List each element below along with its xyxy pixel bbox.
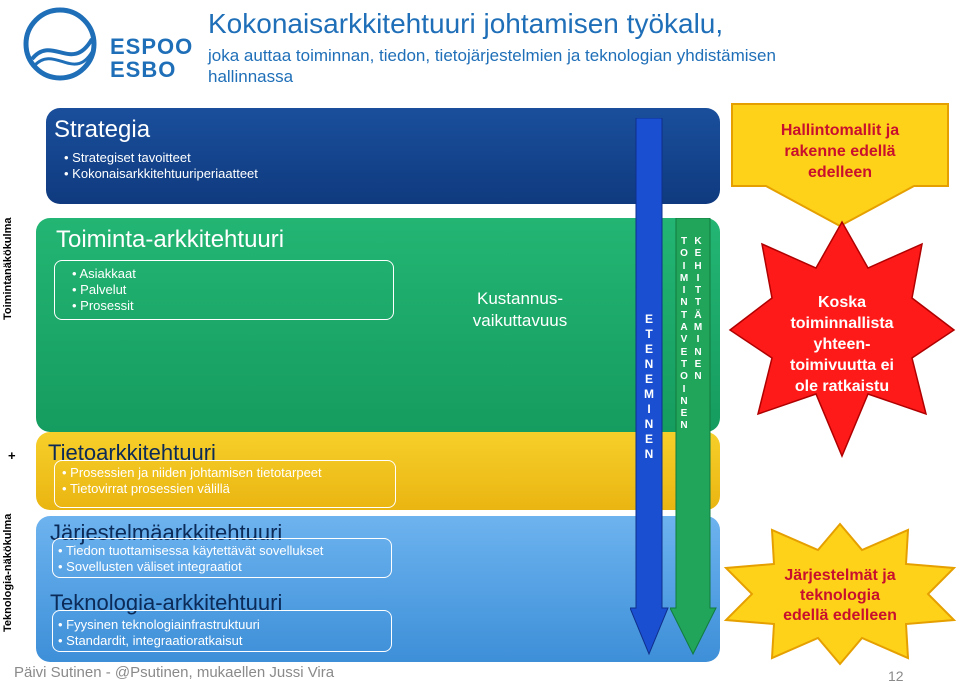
strategy-list — [64, 150, 258, 182]
star-line-2: toiminnallista — [790, 315, 894, 332]
list-item: • Prosessit — [72, 298, 136, 314]
governance-line-1: Hallintomallit ja — [780, 122, 900, 139]
arrow-letter: I — [682, 260, 686, 272]
cost-line-2: vaikuttavuus — [472, 311, 568, 330]
systems-title: Järjestelmäarkkitehtuuri — [50, 520, 283, 545]
technology-title: Teknologia-arkkitehtuuri — [50, 590, 283, 615]
arrow-letter: N — [694, 346, 702, 358]
list-item: • Tietovirrat prosessien välillä — [62, 481, 322, 497]
information-list — [62, 465, 322, 497]
arrow-letter: I — [682, 383, 686, 395]
list-item: • Asiakkaat — [72, 266, 136, 282]
arrow-letter: K — [694, 236, 702, 247]
strategy-title: Strategia — [54, 116, 151, 143]
arrow-letter: E — [644, 372, 653, 386]
systems-callout-line-2: teknologia — [799, 587, 880, 604]
brand-line-1: ESPOO — [110, 34, 194, 59]
arrow-letter: N — [680, 420, 688, 432]
arrow-letter: I — [682, 285, 686, 297]
cost-effectiveness-label — [440, 288, 600, 332]
arrow-letter: I — [696, 334, 700, 346]
arrow-letter: N — [644, 357, 654, 371]
strategy-panel — [46, 108, 720, 204]
governance-line-2: rakenne edellä — [784, 143, 896, 160]
governance-callout — [734, 120, 946, 183]
arrow-letter: N — [694, 371, 702, 383]
arrow-letter: I — [696, 272, 700, 284]
arrow-letter: T — [680, 309, 688, 321]
arrow-letter: H — [694, 260, 702, 272]
list-item: • Strategiset tavoitteet — [64, 150, 258, 166]
side-plus: + — [8, 448, 16, 463]
arrow-letter: E — [644, 432, 653, 446]
systems-callout-line-3: edellä edelleen — [783, 607, 897, 624]
arrow-letter: O — [680, 371, 688, 383]
arrow-letter: T — [680, 236, 688, 247]
systems-list — [58, 543, 323, 575]
side-label-business: Toimintanäkökulma — [2, 217, 14, 320]
cost-line-1: Kustannus- — [477, 289, 563, 308]
arrow-letter: M — [679, 272, 689, 284]
star-line-3: yhteen- — [813, 336, 871, 353]
arrow-letter: E — [644, 312, 653, 326]
arrow-letter: E — [694, 358, 702, 370]
systems-callout — [752, 566, 928, 626]
arrow-letter: O — [680, 248, 688, 260]
espoo-logo — [22, 4, 202, 84]
arrow-letter: E — [680, 408, 688, 420]
arrow-letter: E — [694, 248, 702, 260]
footer-credit: Päivi Sutinen - @Psutinen, mukaellen Jussi Vira — [14, 664, 335, 681]
star-line-1: Koska — [817, 294, 867, 311]
business-panel — [36, 218, 720, 432]
page-subtitle: joka auttaa toiminnan, tiedon, tietojärjestelmien ja teknologian yhdistämisen hallinnassa — [208, 46, 776, 86]
information-panel — [36, 432, 720, 510]
arrow-letter: Ä — [694, 309, 702, 321]
side-label-technology: Teknologia-näkökulma — [2, 513, 14, 632]
list-item: • Sovellusten väliset integraatiot — [58, 559, 323, 575]
star-line-4: toimivuutta ei — [789, 357, 894, 374]
arrow-letter: M — [693, 322, 703, 334]
arrow-letter: T — [645, 327, 653, 341]
list-item: • Fyysinen teknologiainfrastruktuuri — [58, 617, 260, 633]
arrow-letter: N — [680, 297, 688, 309]
arrow-letter: N — [680, 395, 688, 407]
arrow-letter: E — [680, 346, 688, 358]
arrow-letter: M — [644, 387, 654, 401]
star-callout — [756, 292, 928, 397]
list-item: • Standardit, integraatioratkaisut — [58, 633, 260, 649]
brand-line-2: ESBO — [110, 57, 177, 82]
business-title: Toiminta-arkkitehtuuri — [56, 226, 285, 253]
star-line-5: ole ratkaistu — [794, 378, 890, 395]
systems-callout-line-1: Järjestelmät ja — [784, 567, 896, 584]
arrow-letter: E — [644, 342, 653, 356]
arrow-letter: T — [694, 297, 702, 309]
systems-panel — [36, 516, 720, 662]
arrow-letter: V — [680, 334, 688, 346]
information-title: Tietoarkkitehtuuri — [48, 440, 216, 465]
governance-line-3: edelleen — [807, 164, 873, 181]
list-item: • Kokonaisarkkitehtuuriperiaatteet — [64, 166, 258, 182]
business-list — [72, 266, 136, 314]
list-item: • Palvelut — [72, 282, 136, 298]
arrow-letter: T — [694, 285, 702, 297]
arrow-letter: A — [680, 322, 688, 334]
list-item: • Tiedon tuottamisessa käytettävät sovellukset — [58, 543, 323, 559]
arrow-letter: I — [647, 402, 651, 416]
arrow-letter: N — [644, 417, 654, 431]
technology-list — [58, 617, 260, 649]
list-item: • Prosessien ja niiden johtamisen tietotarpeet — [62, 465, 322, 481]
arrow-text-kehittaminen — [688, 236, 708, 384]
arrow-letter: T — [680, 358, 688, 370]
page-number: 12 — [888, 668, 904, 684]
page-title: Kokonaisarkkitehtuuri johtamisen työkalu, — [208, 8, 724, 39]
arrow-letter: N — [644, 447, 654, 461]
arrow-text-etene — [639, 312, 659, 462]
